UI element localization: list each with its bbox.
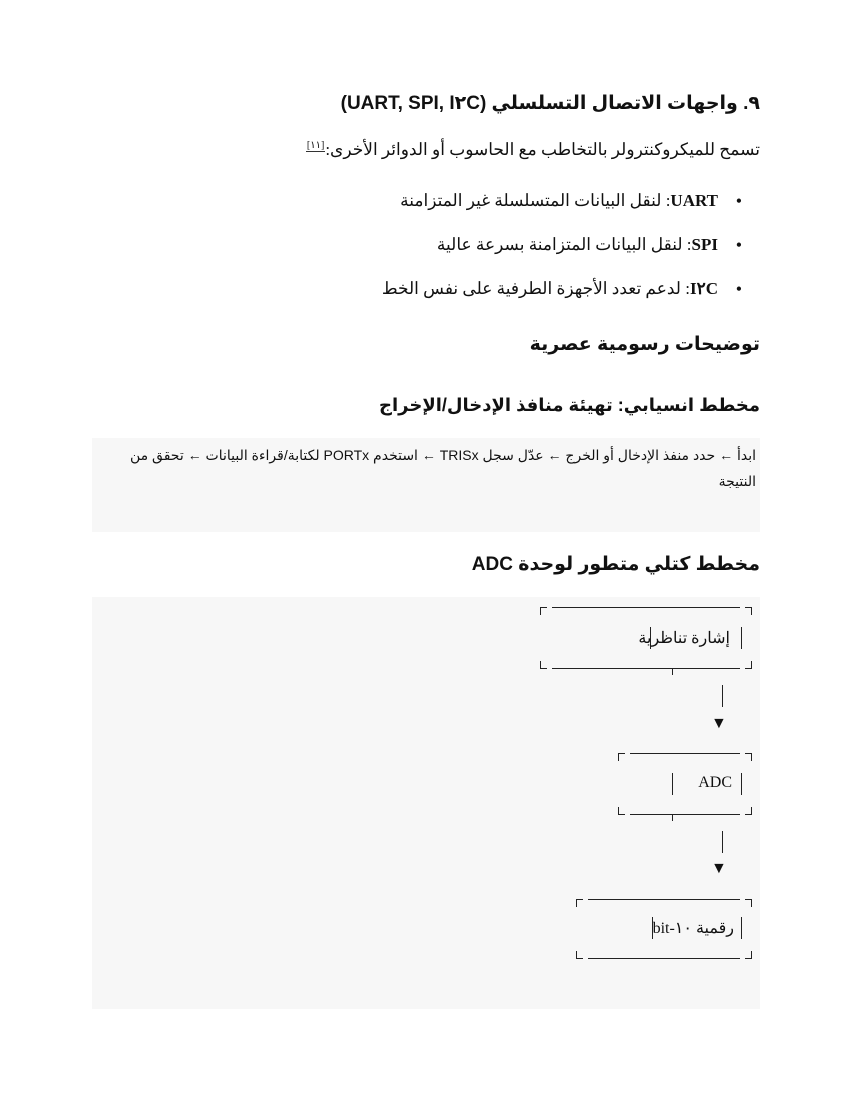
list-item-text: : لنقل البيانات المتسلسلة غير المتزامنة (400, 191, 671, 210)
digital-output-block (576, 899, 752, 959)
footnote-link[interactable]: [١١] (306, 140, 325, 152)
list-item (382, 188, 760, 232)
down-arrow-icon: ▼ (711, 860, 727, 877)
section-heading: ٩. واجهات الاتصال التسلسلي (UART, SPI, I٢C) (340, 93, 760, 114)
arrow-line (722, 831, 723, 853)
adc-diagram-heading: مخطط كتلي متطور لوحدة ADC (471, 554, 760, 575)
list-item-text: : لدعم تعدد الأجهزة الطرفية على نفس الخط (381, 279, 690, 298)
flowchart-text: ابدأ ← حدد منفذ الإدخال أو الخرج ← عدّل سجل TRISx ← استخدم PORTx لكتابة/قراءة البيانات ← تحقق من النتيجة (130, 447, 756, 489)
analog-signal-block (540, 607, 752, 669)
list-item-term: UART (670, 191, 718, 210)
list-item-text: : لنقل البيانات المتزامنة بسرعة عالية (436, 235, 692, 254)
block-label: رقمية ١٠-bit (652, 920, 734, 937)
list-item (382, 276, 760, 320)
intro-paragraph (306, 140, 760, 160)
list-item-term: SPI (691, 235, 718, 254)
flowchart-heading: مخطط انسيابي: تهيئة منافذ الإدخال/الإخراج (379, 395, 760, 415)
block-label: ADC (698, 774, 732, 791)
block-label: إشارة تناظرية (638, 630, 730, 647)
document-page (92, 0, 760, 1100)
flowchart-box (92, 438, 760, 532)
interface-list (382, 188, 760, 320)
down-arrow-icon: ▼ (711, 715, 727, 732)
intro-text: تسمح للميكروكنترولر بالتخاطب مع الحاسوب أو الدوائر الأخرى: (325, 140, 760, 159)
adc-block (618, 753, 752, 815)
list-item (382, 232, 760, 276)
illustrations-heading: توضيحات رسومية عصرية (529, 334, 760, 355)
list-item-term: I٢C (689, 279, 718, 298)
adc-diagram-box (92, 597, 760, 1009)
arrow-line (722, 685, 723, 707)
